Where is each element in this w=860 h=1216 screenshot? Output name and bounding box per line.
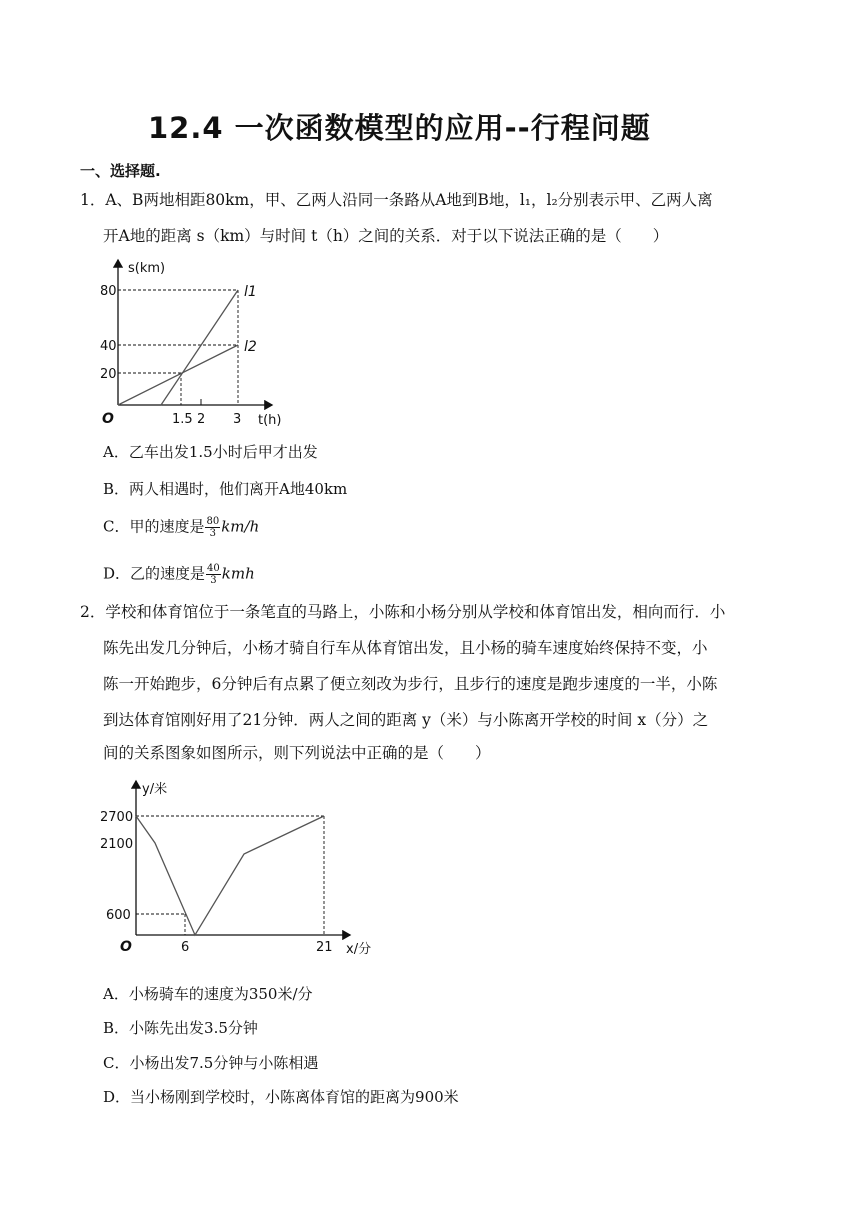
q1-x-tick-3: 3: [233, 412, 242, 427]
q1-option-a[interactable]: A．乙车出发1.5小时后甲才出发: [103, 443, 318, 461]
q1-x-axis-label: t(h): [258, 413, 282, 428]
q1-x-tick-1-5: 1.5: [172, 412, 193, 427]
q2-y-tick-2100: 2100: [100, 837, 134, 852]
q2-y-tick-2700: 2700: [100, 810, 134, 825]
q2-option-c[interactable]: C．小杨出发7.5分钟与小陈相遇: [103, 1054, 319, 1072]
q1-option-b[interactable]: B．两人相遇时，他们离开A地40km: [103, 480, 348, 498]
q1-graph: [100, 252, 300, 432]
q2-origin-label: O: [120, 939, 132, 955]
q2-text-line3: 陈一开始跑步，6分钟后有点累了便立刻改为步行，且步行的速度是跑步速度的一半，小陈: [103, 675, 718, 693]
q1-label-l1: l1: [244, 284, 257, 300]
q1-option-d-unit: kmh: [221, 564, 255, 583]
q1-y-axis-label: s(km): [128, 261, 166, 276]
q1-line-l1: [161, 290, 238, 405]
q1-option-c-prefix: C．甲的速度是: [103, 517, 205, 536]
q2-distance-line: [136, 816, 324, 935]
q2-text-line5: 间的关系图象如图所示，则下列说法中正确的是（ ）: [103, 744, 491, 762]
q2-text-line4: 到达体育馆刚好用了21分钟．两人之间的距离 y（米）与小陈离开学校的时间 x（分）之: [103, 711, 709, 729]
q1-line-l2: [118, 345, 238, 405]
q1-option-d-fraction: $\frac{40}{3}$: [207, 563, 220, 586]
q2-y-axis-label: y/米: [142, 782, 168, 797]
q1-option-c-unit: km/h: [221, 517, 260, 536]
q2-x-tick-6: 6: [181, 940, 190, 955]
q1-label-l2: l2: [244, 339, 257, 355]
q2-text-line1: 2．学校和体育馆位于一条笔直的马路上，小陈和小杨分别从学校和体育馆出发，相向而行．小: [80, 603, 726, 621]
q2-text-line2: 陈先出发几分钟后，小杨才骑自行车从体育馆出发，且小杨的骑车速度始终保持不变，小: [103, 639, 708, 657]
q1-text-line2: 开A地的距离 s（km）与时间 t（h）之间的关系．对于以下说法正确的是（ ）: [103, 227, 669, 245]
q2-option-b[interactable]: B．小陈先出发3.5分钟: [103, 1019, 258, 1037]
q2-x-tick-21: 21: [316, 940, 333, 955]
q2-option-d[interactable]: D．当小杨刚到学校时，小陈离体育馆的距离为900米: [103, 1088, 459, 1106]
q1-x-tick-2: 2: [197, 412, 206, 427]
q2-graph: [100, 775, 390, 965]
q1-option-c[interactable]: [103, 516, 259, 539]
q1-option-d[interactable]: [103, 563, 255, 586]
q1-text-line1: 1．A、B两地相距80km，甲、乙两人沿同一条路从A地到B地，l₁，l₂分别表示甲、乙两人离: [80, 191, 713, 209]
q1-y-tick-40: 40: [100, 339, 117, 354]
q2-y-tick-600: 600: [106, 908, 131, 923]
q1-origin-label: O: [102, 411, 114, 427]
q2-x-axis-label: x/分: [346, 942, 372, 957]
q1-y-tick-80: 80: [100, 284, 117, 299]
page-title: 12.4 一次函数模型的应用--行程问题: [148, 111, 651, 145]
q1-option-d-prefix: D．乙的速度是: [103, 564, 206, 583]
section-heading: 一、选择题.: [80, 162, 161, 180]
q1-y-tick-20: 20: [100, 367, 117, 382]
q2-option-a[interactable]: A．小杨骑车的速度为350米/分: [103, 985, 313, 1003]
q1-option-c-fraction: $\frac{80}{3}$: [206, 516, 220, 539]
